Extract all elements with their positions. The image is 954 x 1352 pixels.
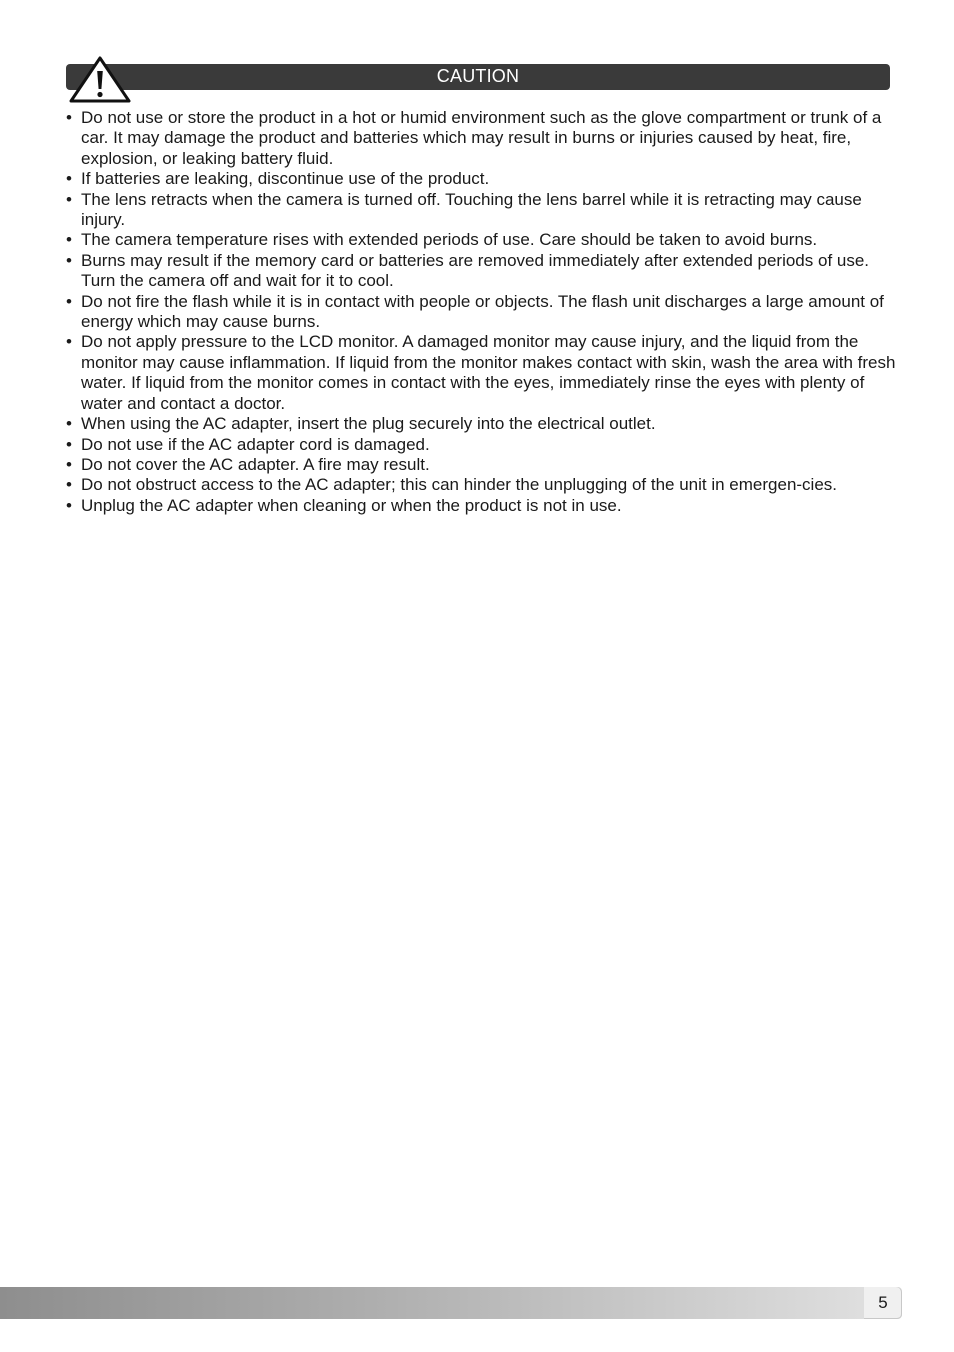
caution-item: • Unplug the AC adapter when cleaning or when the product is not in use. — [66, 496, 896, 516]
caution-item: • If batteries are leaking, discontinue use of the product. — [66, 169, 896, 189]
caution-item: • The camera temperature rises with extended periods of use. Care should be taken to avoid burns. — [66, 230, 896, 250]
warning-triangle-icon — [68, 55, 132, 103]
caution-title: CAUTION — [436, 66, 520, 86]
caution-item: • Do not cover the AC adapter. A fire may result. — [66, 455, 896, 475]
caution-item: • The lens retracts when the camera is turned off. Touching the lens barrel while it is retracting may cause injury. — [66, 190, 896, 231]
caution-item: • Burns may result if the memory card or batteries are removed immediately after extended periods of use. Turn the camera off and wait for it to cool. — [66, 251, 896, 292]
caution-header-bar — [66, 64, 890, 90]
caution-item: • When using the AC adapter, insert the plug securely into the electrical outlet. — [66, 414, 896, 434]
caution-item: • Do not apply pressure to the LCD monitor. A damaged monitor may cause injury, and the liquid from the monitor may cause inflammation. If liquid from the monitor makes contact with skin, wash the area with fresh water. If liquid from the monitor comes in contact with the eyes, immediately rinse the eyes with plenty of water and contact a doctor. — [66, 332, 896, 414]
footer-gradient-bar — [0, 1287, 902, 1319]
caution-item: • Do not use or store the product in a hot or humid environment such as the glove compartment or trunk of a car. It may damage the product and batteries which may result in burns or injuries caused by heat, fire, explosion, or leaking battery fluid. — [66, 108, 896, 169]
caution-item: • Do not fire the flash while it is in contact with people or objects. The flash unit discharges a large amount of energy which may cause burns. — [66, 292, 896, 333]
caution-list — [66, 108, 896, 516]
caution-item: • Do not obstruct access to the AC adapter; this can hinder the unplugging of the unit in emergen-cies. — [66, 475, 896, 495]
page-number: 5 — [878, 1293, 888, 1312]
caution-item: • Do not use if the AC adapter cord is damaged. — [66, 435, 896, 455]
